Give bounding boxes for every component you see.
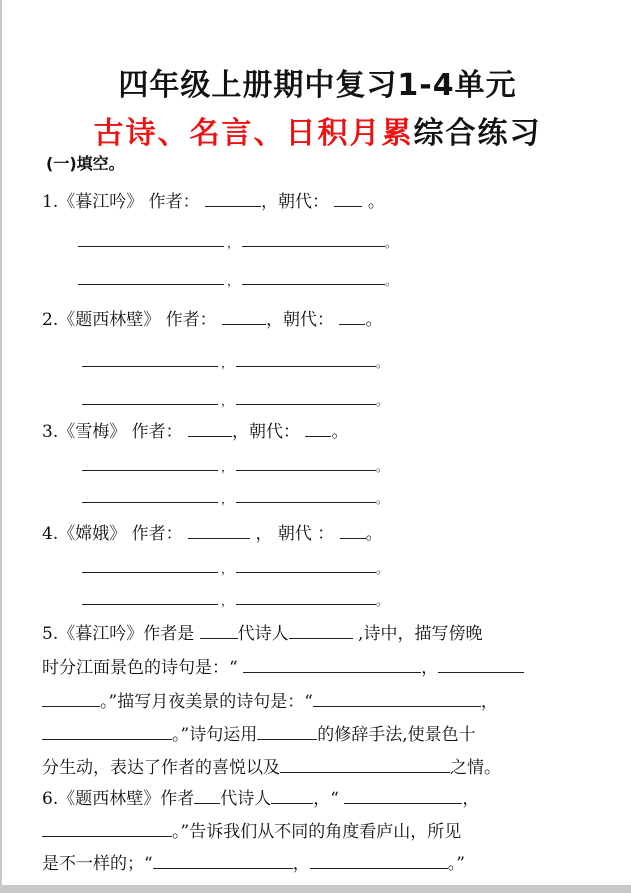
- verse-blank[interactable]: [236, 560, 376, 573]
- comma: ，: [220, 394, 233, 408]
- q5-verse-blank[interactable]: [42, 723, 172, 740]
- poem-title: 《暮江吟》: [58, 192, 144, 212]
- question-5-line-4: [42, 723, 476, 746]
- comma: ，: [220, 492, 233, 506]
- q5-poet-blank[interactable]: [289, 622, 353, 639]
- q6-text: 是不一样的；“: [42, 854, 153, 874]
- q6-verse-blank[interactable]: [310, 852, 448, 869]
- q5-text: 时分江面景色的诗句是：“: [42, 658, 244, 678]
- dynasty-blank[interactable]: [305, 420, 331, 437]
- period: 。: [376, 562, 389, 576]
- period: 。: [376, 492, 389, 506]
- author-blank[interactable]: [188, 420, 232, 437]
- title-main: 四年级上册期中复习1-4单元: [118, 68, 517, 103]
- dynasty-label: ，朝代：: [261, 192, 330, 212]
- verse-blank[interactable]: [236, 354, 376, 367]
- q5-emotion-blank[interactable]: [280, 756, 450, 773]
- comma: ，: [226, 274, 239, 288]
- q5-text: 。”诗句运用: [172, 725, 258, 745]
- q5-text: 之情。: [450, 758, 501, 778]
- q6-text: 代诗人: [220, 789, 272, 809]
- title-black: 综合练习: [413, 116, 542, 151]
- author-blank[interactable]: [205, 190, 261, 207]
- verse-blank[interactable]: [82, 354, 218, 367]
- end-punct: 。: [365, 310, 383, 330]
- verse-row: [78, 272, 397, 286]
- q5-rhetoric-blank[interactable]: [257, 723, 317, 740]
- comma: ，: [220, 356, 233, 370]
- verse-row: [82, 490, 388, 504]
- q6-dynasty-blank[interactable]: [194, 787, 220, 804]
- end-punct: 。: [331, 422, 349, 442]
- verse-blank[interactable]: [236, 592, 376, 605]
- q5-verse-blank[interactable]: [438, 656, 524, 673]
- q6-verse-blank[interactable]: [153, 852, 293, 869]
- question-6-line-3: [42, 852, 465, 875]
- title-red-1: 古诗、: [93, 116, 190, 151]
- title-sub: [2, 108, 631, 152]
- q6-poet-blank[interactable]: [271, 787, 313, 804]
- verse-blank[interactable]: [78, 272, 224, 285]
- verse-blank[interactable]: [236, 392, 376, 405]
- verse-blank[interactable]: [82, 392, 218, 405]
- comma: ，: [226, 236, 239, 250]
- q-num: 2.: [42, 310, 59, 330]
- q6-text: 。”告诉我们从不同的角度看庐山，所见: [172, 822, 462, 842]
- comma: ，: [220, 562, 233, 576]
- q6-text: ，: [462, 789, 480, 809]
- end-punct: 。: [362, 192, 385, 212]
- verse-row: [82, 458, 388, 472]
- verse-blank[interactable]: [82, 490, 218, 503]
- q5-text: 代诗人: [237, 624, 289, 644]
- verse-blank[interactable]: [236, 458, 376, 471]
- q5-verse-blank[interactable]: [42, 690, 100, 707]
- verse-blank[interactable]: [242, 272, 385, 285]
- period: 。: [376, 356, 389, 370]
- verse-blank[interactable]: [82, 458, 218, 471]
- end-punct: 。: [365, 524, 383, 544]
- q-num: 1.: [42, 192, 59, 212]
- q5-text: 的修辞手法,使景色十: [317, 725, 476, 745]
- question-5-line-3: [42, 690, 498, 713]
- q5-text: ，: [421, 658, 439, 678]
- dynasty-label: ， 朝代 ：: [250, 524, 335, 544]
- verse-blank[interactable]: [82, 592, 218, 605]
- author-label: 作者：: [131, 524, 183, 544]
- q6-verse-blank[interactable]: [344, 787, 462, 804]
- period: 。: [376, 594, 389, 608]
- question-2: [42, 308, 382, 331]
- q5-text: ,诗中，描写傍晚: [352, 624, 483, 644]
- q6-text: ，: [292, 854, 310, 874]
- q5-text: 5.《暮江吟》作者是: [42, 624, 195, 644]
- q5-dynasty-blank[interactable]: [200, 622, 238, 639]
- poem-title: 《题西林壁》: [58, 310, 161, 330]
- period: 。: [376, 394, 389, 408]
- question-5-line-5: [42, 756, 501, 779]
- dynasty-blank[interactable]: [339, 308, 365, 325]
- verse-row: [82, 354, 388, 368]
- comma: ，: [220, 594, 233, 608]
- q-num: 4.: [42, 524, 59, 544]
- verse-row: [82, 560, 388, 574]
- period: 。: [376, 460, 389, 474]
- author-label: 作者：: [148, 192, 200, 212]
- section-heading: (一)填空。: [46, 154, 125, 173]
- question-4: [42, 522, 383, 545]
- verse-blank[interactable]: [242, 234, 385, 247]
- comma: ，: [220, 460, 233, 474]
- q5-text: ，: [480, 692, 498, 712]
- period: 。: [385, 274, 398, 288]
- question-3: [42, 420, 348, 443]
- q5-verse-blank[interactable]: [243, 656, 421, 673]
- question-1: [42, 190, 385, 213]
- verse-blank[interactable]: [82, 560, 218, 573]
- q5-text: 。”描写月夜美景的诗句是：“: [100, 692, 313, 712]
- page-bottom-margin: [0, 885, 631, 893]
- question-6-line-1: [42, 787, 479, 810]
- verse-row: [78, 234, 397, 248]
- poem-title: 《嫦娥》: [58, 524, 127, 544]
- author-blank[interactable]: [222, 308, 266, 325]
- dynasty-label: ，朝代：: [232, 422, 301, 442]
- verse-blank[interactable]: [236, 490, 376, 503]
- q6-verse-blank[interactable]: [42, 820, 172, 837]
- q6-text: ，“: [313, 789, 345, 809]
- question-5-line-2: [42, 656, 524, 679]
- author-label: 作者：: [131, 422, 183, 442]
- verse-blank[interactable]: [78, 234, 224, 247]
- q5-verse-blank[interactable]: [313, 690, 481, 707]
- author-label: 作者：: [165, 310, 217, 330]
- author-blank[interactable]: [188, 522, 250, 539]
- question-6-line-2: [42, 820, 461, 843]
- q6-text: 。”: [447, 854, 465, 874]
- title-red-2: 名言、: [189, 116, 286, 151]
- period: 。: [385, 236, 398, 250]
- title-red-3: 日积月累: [285, 116, 414, 151]
- dynasty-label: ，朝代：: [266, 310, 335, 330]
- poem-title: 《雪梅》: [58, 422, 127, 442]
- verse-row: [82, 392, 388, 406]
- question-5-line-1: [42, 622, 482, 645]
- q5-text: 分生动，表达了作者的喜悦以及: [42, 758, 280, 778]
- verse-row: [82, 592, 388, 606]
- q-num: 3.: [42, 422, 59, 442]
- q6-text: 6.《题西林壁》作者: [42, 789, 195, 809]
- dynasty-blank[interactable]: [334, 190, 362, 207]
- dynasty-blank[interactable]: [340, 522, 366, 539]
